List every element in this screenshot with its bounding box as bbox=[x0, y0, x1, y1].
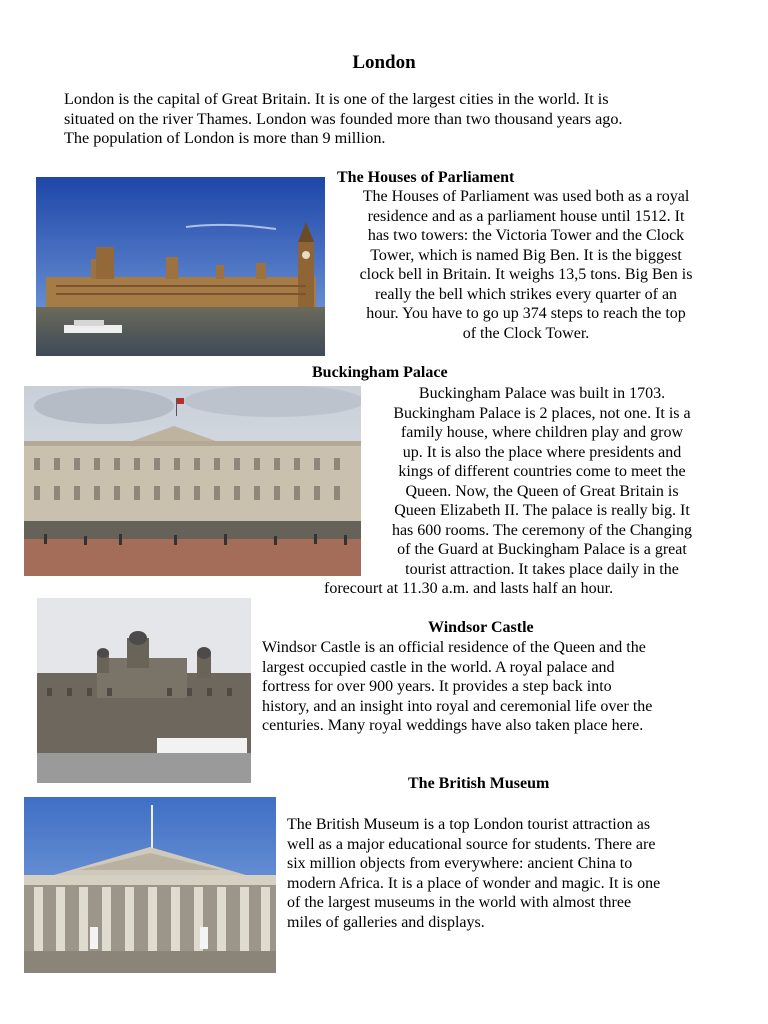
museum-photo bbox=[24, 797, 276, 973]
page-title: London bbox=[352, 52, 416, 73]
text-line: tourist attraction. It takes place daily in the bbox=[405, 560, 679, 578]
buckingham-heading: Buckingham Palace bbox=[312, 364, 448, 381]
parliament-heading: The Houses of Parliament bbox=[337, 169, 515, 186]
text-line: modern Africa. It is a place of wonder and magic. It is one bbox=[287, 874, 661, 892]
text-line: hour. You have to go up 374 steps to reach the top bbox=[366, 305, 686, 322]
windsor-photo bbox=[37, 598, 251, 783]
text-line: really the bell which strikes every quarter of an bbox=[374, 285, 678, 303]
text-line: of the Clock Tower. bbox=[462, 324, 590, 342]
museum-heading: The British Museum bbox=[408, 775, 550, 792]
buckingham-last-line: forecourt at 11.30 a.m. and lasts half an hour. bbox=[324, 580, 614, 597]
text-line: The British Museum is a top London tourist attraction as bbox=[287, 816, 651, 833]
text-line: history, and an insight into royal and ceremonial life over the bbox=[262, 697, 653, 715]
text-line: The Houses of Parliament was used both as a royal bbox=[362, 188, 690, 205]
text-line: fortress for over 900 years. It provides a step back into bbox=[262, 678, 612, 695]
text-line: residence and as a parliament house until 1512. It bbox=[367, 207, 685, 225]
intro-line: London is the capital of Great Britain. It is one of the largest cities in the world. It is bbox=[64, 90, 609, 108]
buckingham-text bbox=[361, 384, 723, 579]
windsor-text bbox=[262, 638, 732, 736]
text-line: has 600 rooms. The ceremony of the Changing bbox=[391, 521, 693, 539]
text-line: well as a major educational source for students. There are bbox=[287, 835, 656, 853]
text-line: Tower, which is named Big Ben. It is the biggest bbox=[370, 246, 682, 264]
intro-paragraph bbox=[64, 90, 704, 149]
text-line: six million objects from everywhere: ancient China to bbox=[287, 855, 633, 872]
parliament-photo bbox=[36, 177, 325, 356]
text-line: Buckingham Palace was built in 1703. bbox=[418, 385, 666, 402]
text-line: has two towers: the Victoria Tower and the Clock bbox=[367, 227, 685, 244]
text-line: up. It is also the place where presidents and bbox=[402, 443, 682, 461]
text-line: largest occupied castle in the world. A royal palace and bbox=[262, 658, 615, 676]
text-line: Buckingham Palace is 2 places, not one. It is a bbox=[393, 404, 691, 422]
intro-line: situated on the river Thames. London was founded more than two thousand years ago. bbox=[64, 109, 623, 128]
text-line: of the largest museums in the world with almost three bbox=[287, 894, 632, 911]
windsor-heading: Windsor Castle bbox=[428, 619, 534, 636]
text-line: family house, where children play and grow bbox=[400, 424, 684, 441]
text-line: clock bell in Britain. It weighs 13,5 tons. Big Ben is bbox=[359, 266, 693, 283]
text-line: Queen. Now, the Queen of Great Britain is bbox=[405, 482, 679, 500]
text-line: of the Guard at Buckingham Palace is a great bbox=[397, 541, 687, 558]
text-line: miles of galleries and displays. bbox=[287, 913, 485, 931]
text-line: kings of different countries come to meet the bbox=[398, 463, 686, 480]
buckingham-photo bbox=[24, 386, 361, 576]
parliament-text bbox=[330, 187, 722, 343]
museum-text bbox=[287, 815, 747, 932]
text-line: Windsor Castle is an official residence of the Queen and the bbox=[262, 639, 646, 656]
text-line: centuries. Many royal weddings have also taken place here. bbox=[262, 717, 644, 734]
intro-line: The population of London is more than 9 million. bbox=[64, 129, 386, 148]
text-line: Queen Elizabeth II. The palace is really big. It bbox=[394, 502, 690, 519]
